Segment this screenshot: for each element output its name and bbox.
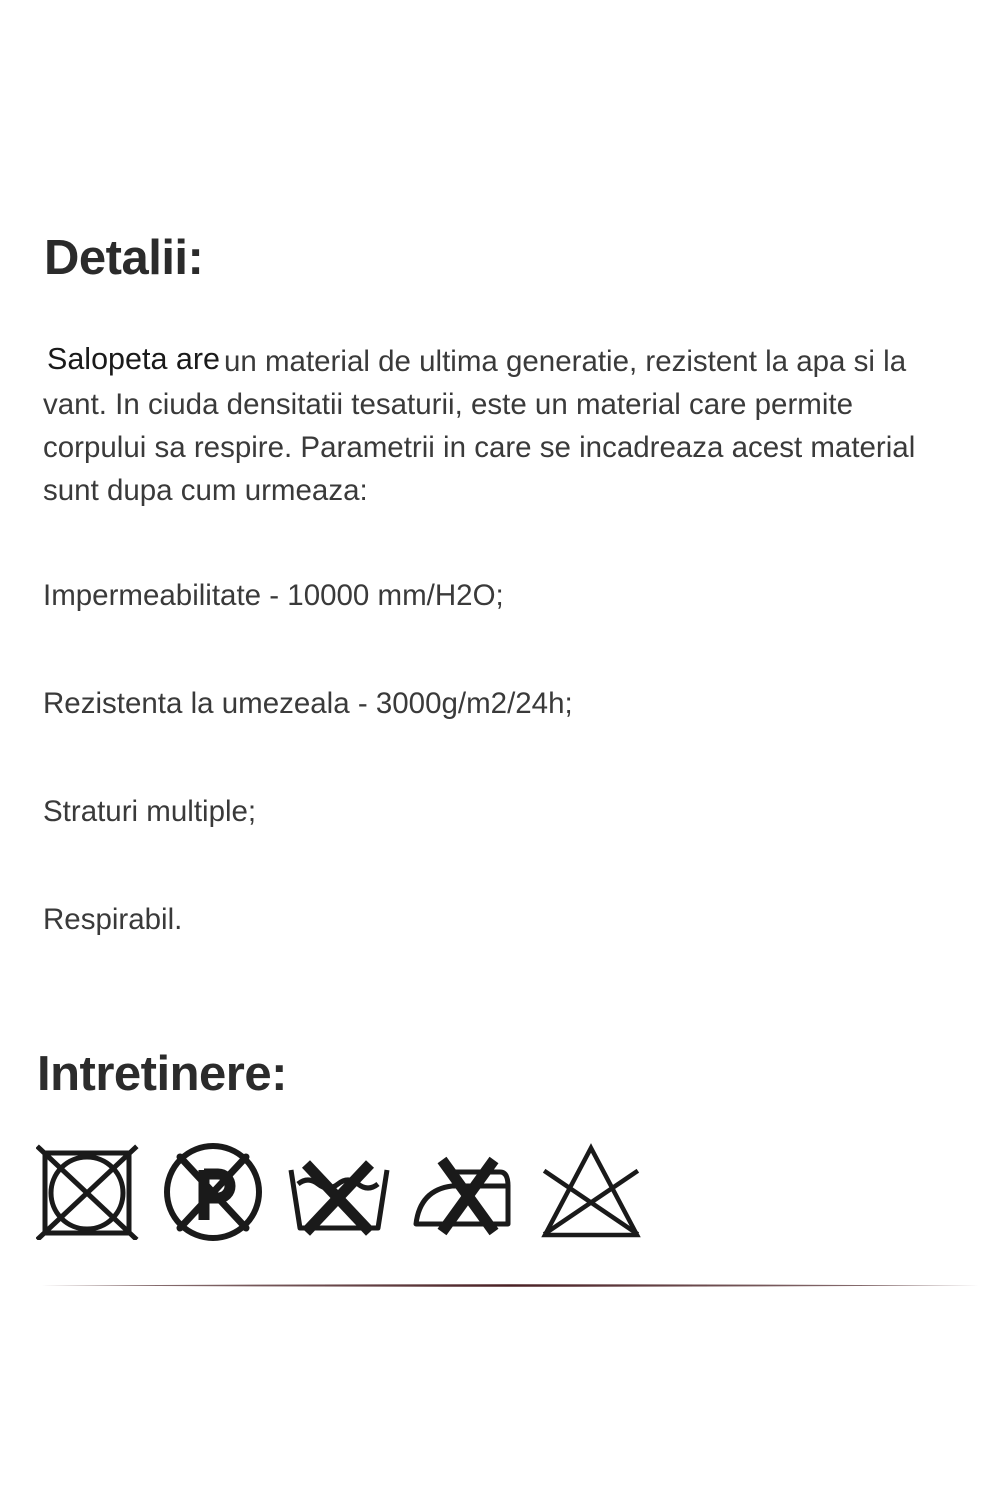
do-not-wash-icon (286, 1140, 392, 1240)
care-heading: Intretinere: (37, 1047, 287, 1101)
spec-moisture-resistance: Rezistenta la umezeala - 3000g/m2/24h; (43, 687, 573, 720)
do-not-iron-icon (412, 1140, 518, 1240)
do-not-bleach-icon (538, 1140, 644, 1240)
do-not-dry-clean-icon (160, 1140, 266, 1244)
intro-text: un material de ultima generatie, rezistent la apa si la vant. In ciuda densitatii tesaturii, este un material care permite corpului sa respire. Parametrii in care se incadreaza acest material sunt dupa cum urmeaza: (43, 345, 916, 507)
care-icons-row (36, 1140, 656, 1245)
spec-waterproofing: Impermeabilitate - 10000 mm/H2O; (43, 579, 504, 612)
spec-breathable: Respirabil. (43, 903, 183, 936)
details-heading: Detalii: (44, 231, 204, 285)
spec-layers: Straturi multiple; (43, 795, 257, 828)
bottom-divider (40, 1283, 980, 1288)
details-intro (43, 340, 963, 512)
intro-lead: Salopeta are (47, 342, 220, 376)
do-not-tumble-dry-icon (36, 1140, 140, 1240)
